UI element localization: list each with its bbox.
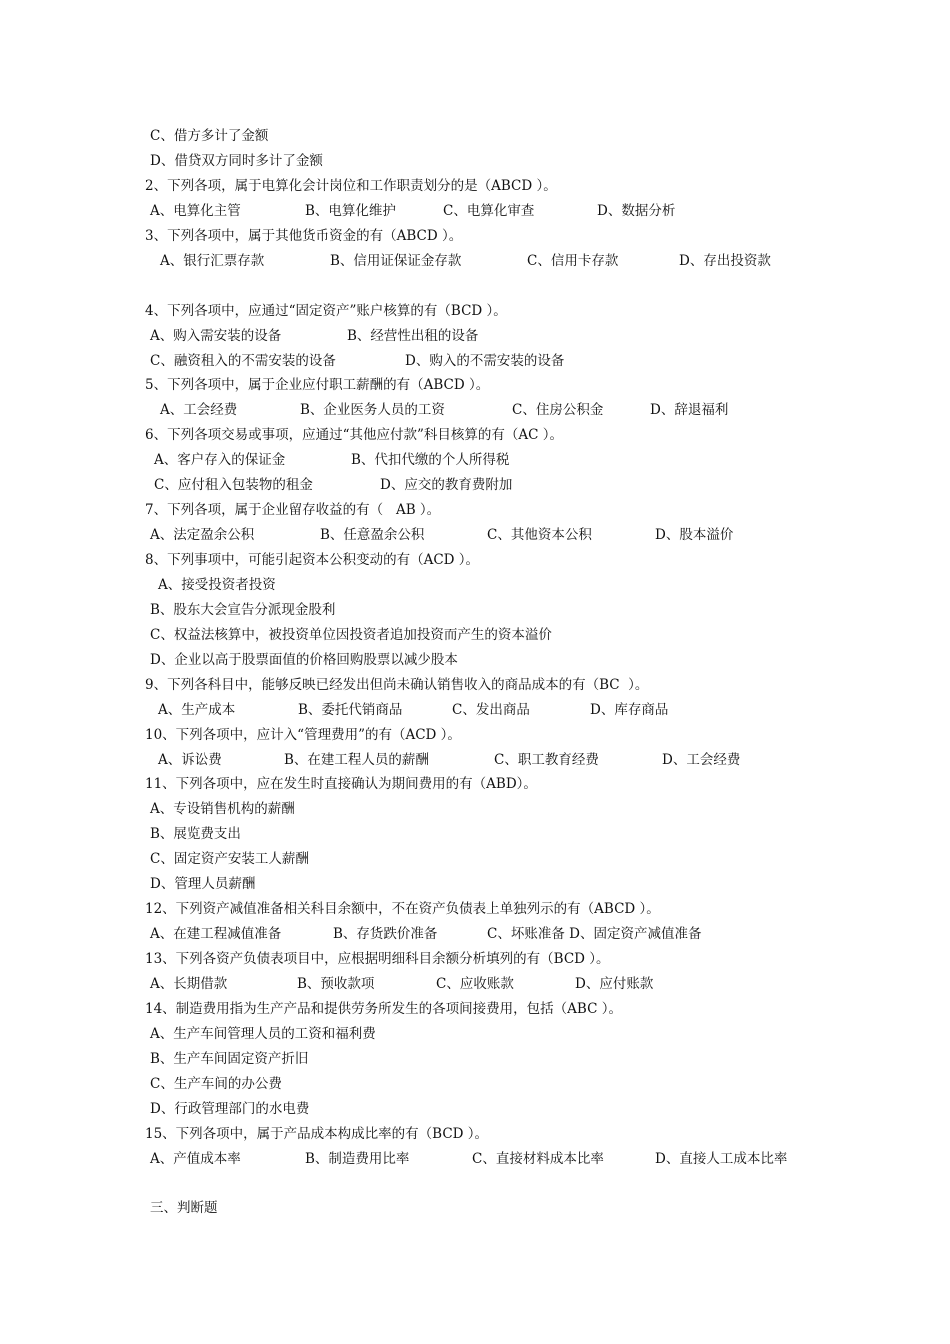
text-line: C、直接材料成本比率 <box>472 1151 604 1167</box>
text-line: C、坏账准备 D、固定资产减值准备 <box>487 926 702 942</box>
text-line: D、辞退福利 <box>650 402 729 418</box>
text-line: C、固定资产安装工人薪酬 <box>150 851 309 867</box>
text-line: D、股本溢价 <box>655 527 734 543</box>
text-line: D、管理人员薪酬 <box>150 876 256 892</box>
text-line: 三、判断题 <box>150 1200 218 1216</box>
text-line: C、电算化审查 <box>443 203 535 219</box>
text-line: D、工会经费 <box>662 752 741 768</box>
text-line: B、生产车间固定资产折旧 <box>150 1051 309 1067</box>
text-line: A、产值成本率 <box>150 1151 241 1167</box>
text-line: A、银行汇票存款 <box>160 253 265 269</box>
text-line: D、购入的不需安装的设备 <box>405 353 565 369</box>
text-line: D、存出投资款 <box>679 253 771 269</box>
text-line: A、专设销售机构的薪酬 <box>150 801 295 817</box>
text-line: A、诉讼费 <box>158 752 222 768</box>
text-line: C、其他资本公积 <box>487 527 592 543</box>
text-line: C、发出商品 <box>452 702 530 718</box>
text-line: B、代扣代缴的个人所得税 <box>351 452 510 468</box>
text-line: C、权益法核算中，被投资单位因投资者追加投资而产生的资本溢价 <box>150 627 552 643</box>
text-line: B、股东大会宣告分派现金股利 <box>150 602 336 618</box>
text-line: C、融资租入的不需安装的设备 <box>150 353 336 369</box>
text-line: A、长期借款 <box>150 976 228 992</box>
text-line: 12、下列资产减值准备相关科目余额中，不在资产负债表上单独列示的有（ABCD ）。 <box>145 901 660 917</box>
text-line: D、应付账款 <box>575 976 654 992</box>
text-line: B、信用证保证金存款 <box>330 253 462 269</box>
text-line: B、企业医务人员的工资 <box>300 402 445 418</box>
text-line: D、库存商品 <box>590 702 669 718</box>
text-line: B、任意盈余公积 <box>320 527 425 543</box>
text-line: 2、下列各项，属于电算化会计岗位和工作职责划分的是（ABCD ）。 <box>145 178 557 194</box>
text-line: D、直接人工成本比率 <box>655 1151 788 1167</box>
text-line: A、电算化主管 <box>150 203 241 219</box>
text-line: A、接受投资者投资 <box>158 577 276 593</box>
text-line: A、在建工程减值准备 <box>150 926 282 942</box>
text-line: B、展览费支出 <box>150 826 241 842</box>
text-line: C、应付租入包装物的租金 <box>154 477 313 493</box>
text-line: C、职工教育经费 <box>494 752 599 768</box>
text-line: 6、下列各项交易或事项，应通过“其他应付款”科目核算的有（AC ）。 <box>145 427 564 443</box>
text-line: A、法定盈余公积 <box>150 527 255 543</box>
text-line: D、应交的教育费附加 <box>380 477 513 493</box>
text-line: 13、下列各资产负债表项目中，应根据明细科目余额分析填列的有（BCD ）。 <box>145 951 610 967</box>
text-line: D、企业以高于股票面值的价格回购股票以减少股本 <box>150 652 458 668</box>
text-line: B、在建工程人员的薪酬 <box>284 752 429 768</box>
text-line: A、生产车间管理人员的工资和福利费 <box>150 1026 376 1042</box>
text-line: B、电算化维护 <box>305 203 396 219</box>
text-line: A、购入需安装的设备 <box>150 328 282 344</box>
text-line: 10、下列各项中，应计入“管理费用”的有（ACD ）。 <box>145 727 461 743</box>
text-line: C、借方多计了金额 <box>150 128 269 144</box>
text-line: 11、下列各项中，应在发生时直接确认为期间费用的有（ABD）。 <box>145 776 537 792</box>
text-line: C、信用卡存款 <box>527 253 619 269</box>
text-line: 8、下列事项中，可能引起资本公积变动的有（ACD ）。 <box>145 552 480 568</box>
text-line: D、行政管理部门的水电费 <box>150 1101 310 1117</box>
text-line: B、经营性出租的设备 <box>347 328 479 344</box>
text-line: B、预收款项 <box>297 976 375 992</box>
text-line: C、应收账款 <box>436 976 514 992</box>
text-line: D、借贷双方同时多计了金额 <box>150 153 323 169</box>
text-line: 9、下列各科目中，能够反映已经发出但尚未确认销售收入的商品成本的有（BC ）。 <box>145 677 649 693</box>
text-line: C、生产车间的办公费 <box>150 1076 282 1092</box>
text-line: A、生产成本 <box>158 702 236 718</box>
text-line: 5、下列各项中，属于企业应付职工薪酬的有（ABCD ）。 <box>145 377 490 393</box>
text-line: 14、制造费用指为生产产品和提供劳务所发生的各项间接费用，包括（ABC ）。 <box>145 1001 622 1017</box>
text-line: D、数据分析 <box>597 203 676 219</box>
text-line: 3、下列各项中，属于其他货币资金的有（ABCD ）。 <box>145 228 463 244</box>
text-line: B、委托代销商品 <box>298 702 403 718</box>
text-line: A、客户存入的保证金 <box>154 452 286 468</box>
text-line: 4、下列各项中，应通过“固定资产”账户核算的有（BCD ）。 <box>145 303 507 319</box>
text-line: C、住房公积金 <box>512 402 604 418</box>
text-line: 7、下列各项，属于企业留存收益的有（ AB ）。 <box>145 502 441 518</box>
text-line: B、存货跌价准备 <box>333 926 438 942</box>
text-line: 15、下列各项中，属于产品成本构成比率的有（BCD ）。 <box>145 1126 489 1142</box>
text-line: B、制造费用比率 <box>305 1151 410 1167</box>
text-line: A、工会经费 <box>160 402 238 418</box>
